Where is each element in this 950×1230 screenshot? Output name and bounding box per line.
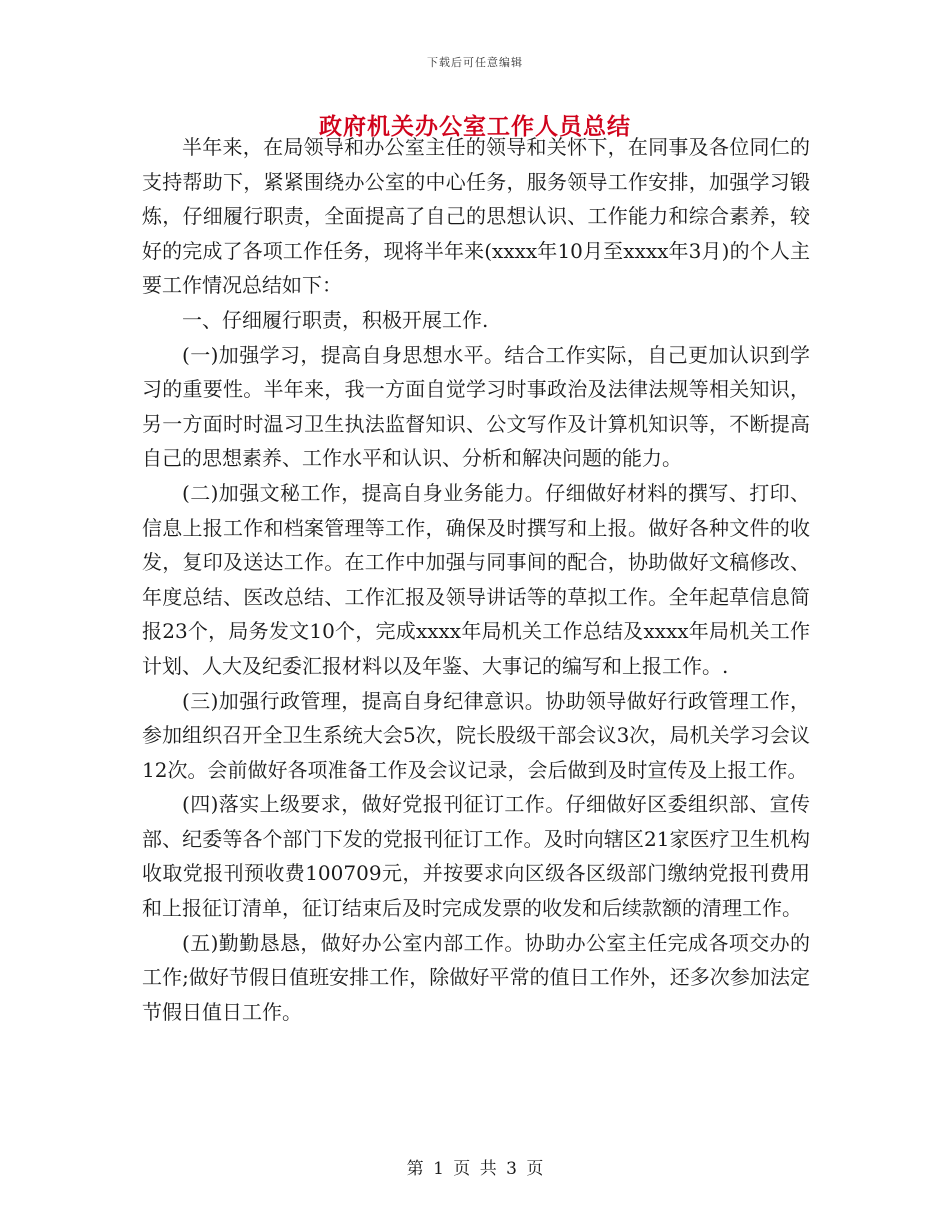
document-title: 政府机关办公室工作人员总结 — [319, 113, 631, 140]
page-indicator: 第 1 页 共 3 页 — [406, 1159, 544, 1179]
paragraph-study: (一)加强学习，提高自身思想水平。结合工作实际，自己更加认识到学习的重要性。半年来，我一方面自觉学习时事政治及法律法规等相关知识，另一方面时时温习卫生执法监督知识、公文写作及计算机知识等，不断提高自己的思想素养、工作水平和认识、分析和解决问题的能力。 — [142, 342, 810, 471]
section-heading: 一、仔细履行职责，积极开展工作. — [182, 307, 489, 332]
paragraph-secretarial: (二)加强文秘工作，提高自身业务能力。仔细做好材料的撰写、打印、信息上报工作和档案管理等工作，确保及时撰写和上报。做好各种文件的收发，复印及送达工作。在工作中加强与同事间的配合，协助做好文稿修改、年度总结、医改总结、工作汇报及领导讲话等的草拟工作。全年起草信息简报23个，局务发文10个，完成xxxx年局机关工作总结及xxxx年局机关工作计划、人大及纪委汇报材料以及年鉴、大事记的编写和上报工作。. — [142, 480, 810, 678]
header-note: 下载后可任意编辑 — [427, 56, 523, 69]
paragraph-intro: 半年来，在局领导和办公室主任的领导和关怀下，在同事及各位同仁的支持帮助下，紧紧围绕办公室的中心任务，服务领导工作安排，加强学习锻炼，仔细履行职责，全面提高了自己的思想认识、工作能力和综合素养，较好的完成了各项工作任务，现将半年来(xxxx年10月至xxxx年3月)的个人主要工作情况总结如下： — [142, 135, 810, 298]
document-body — [142, 130, 810, 1029]
paragraph-office-work: (五)勤勤恳恳，做好办公室内部工作。协助办公室主任完成各项交办的工作;做好节假日值班安排工作，除做好平常的值日工作外，还多次参加法定节假日值日工作。 — [142, 930, 810, 1024]
paragraph-administration: (三)加强行政管理，提高自身纪律意识。协助领导做好行政管理工作，参加组织召开全卫生系统大会5次，院长股级干部会议3次，局机关学习会议12次。会前做好各项准备工作及会议记录，会后做到及时宣传及上报工作。 — [142, 688, 810, 782]
paragraph-subscription: (四)落实上级要求，做好党报刊征订工作。仔细做好区委组织部、宣传部、纪委等各个部门下发的党报刊征订工作。及时向辖区21家医疗卫生机构收取党报刊预收费100709元，并按要求向区级各区级部门缴纳党报刊费用和上报征订清单，征订结束后及时完成发票的收发和后续款额的清理工作。 — [142, 792, 810, 921]
